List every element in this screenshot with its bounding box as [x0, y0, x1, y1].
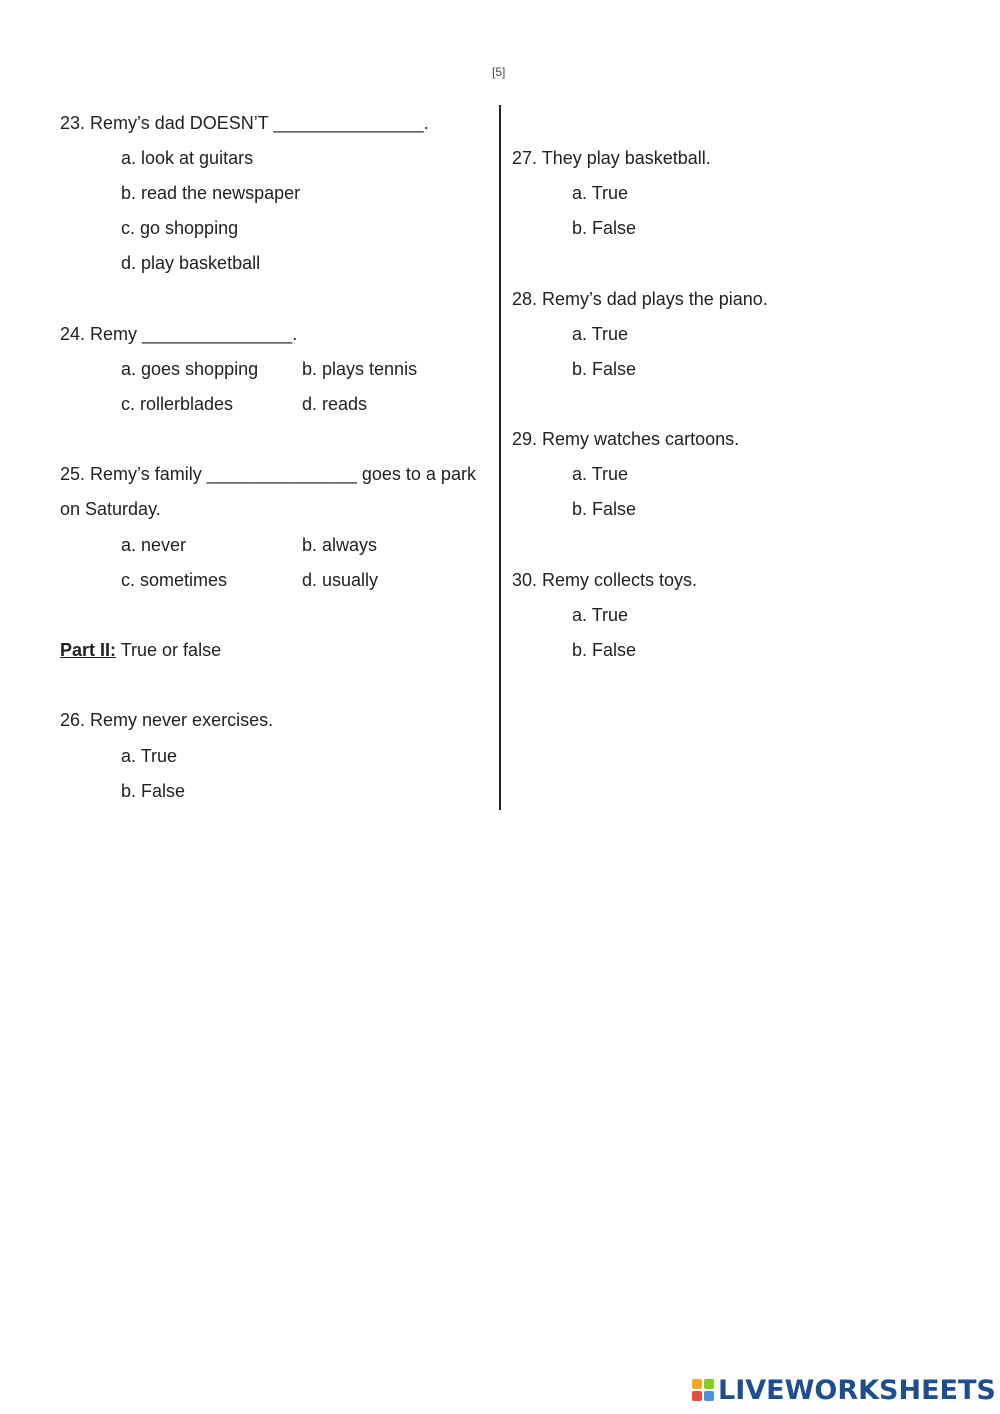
q29-option-a: a. True — [572, 464, 629, 484]
q23-option-c: c. go shopping — [121, 218, 239, 238]
q29-option-b: b. False — [572, 499, 637, 519]
question-25-line2: on Saturday. — [60, 499, 161, 519]
q24-option-c: c. rollerblades — [121, 394, 234, 414]
logo-square-i — [704, 1379, 714, 1389]
question-24: 24. Remy _______________. — [60, 324, 298, 344]
q23-option-b: b. read the newspaper — [121, 183, 301, 203]
q25-option-c: c. sometimes — [121, 570, 228, 590]
page-number: [5] — [492, 65, 506, 79]
question-26: 26. Remy never exercises. — [60, 710, 274, 730]
column-divider — [499, 105, 501, 810]
q23-option-a: a. look at guitars — [121, 148, 254, 168]
part-2-heading — [60, 638, 221, 662]
q27-option-a: a. True — [572, 183, 629, 203]
question-27: 27. They play basketball. — [512, 148, 711, 168]
q26-option-a: a. True — [121, 746, 178, 766]
q30-option-b: b. False — [572, 640, 637, 660]
q28-option-a: a. True — [572, 324, 629, 344]
q25-option-a: a. never — [121, 535, 187, 555]
question-29: 29. Remy watches cartoons. — [512, 429, 740, 449]
q30-option-a: a. True — [572, 605, 629, 625]
liveworksheets-logo-icon — [692, 1379, 714, 1401]
q25-option-d: d. usually — [302, 570, 379, 590]
logo-square-e — [704, 1391, 714, 1401]
q24-option-d: d. reads — [302, 394, 368, 414]
question-30: 30. Remy collects toys. — [512, 570, 698, 590]
question-23: 23. Remy’s dad DOESN’T _______________. — [60, 113, 429, 133]
logo-square-v — [692, 1391, 702, 1401]
question-28: 28. Remy’s dad plays the piano. — [512, 289, 768, 309]
liveworksheets-logo[interactable] — [692, 1372, 996, 1408]
q24-option-b: b. plays tennis — [302, 359, 418, 379]
liveworksheets-wordmark: LIVEWORKSHEETS — [718, 1374, 996, 1406]
q27-option-b: b. False — [572, 218, 637, 238]
q23-option-d: d. play basketball — [121, 253, 261, 273]
q28-option-b: b. False — [572, 359, 637, 379]
part-2-label: Part II: — [60, 640, 117, 660]
logo-square-l — [692, 1379, 702, 1389]
q26-option-b: b. False — [121, 781, 186, 801]
q25-option-b: b. always — [302, 535, 378, 555]
question-25-line1: 25. Remy’s family _______________ goes to a park — [60, 464, 476, 484]
q24-option-a: a. goes shopping — [121, 359, 259, 379]
part-2-title: True or false — [120, 640, 222, 660]
